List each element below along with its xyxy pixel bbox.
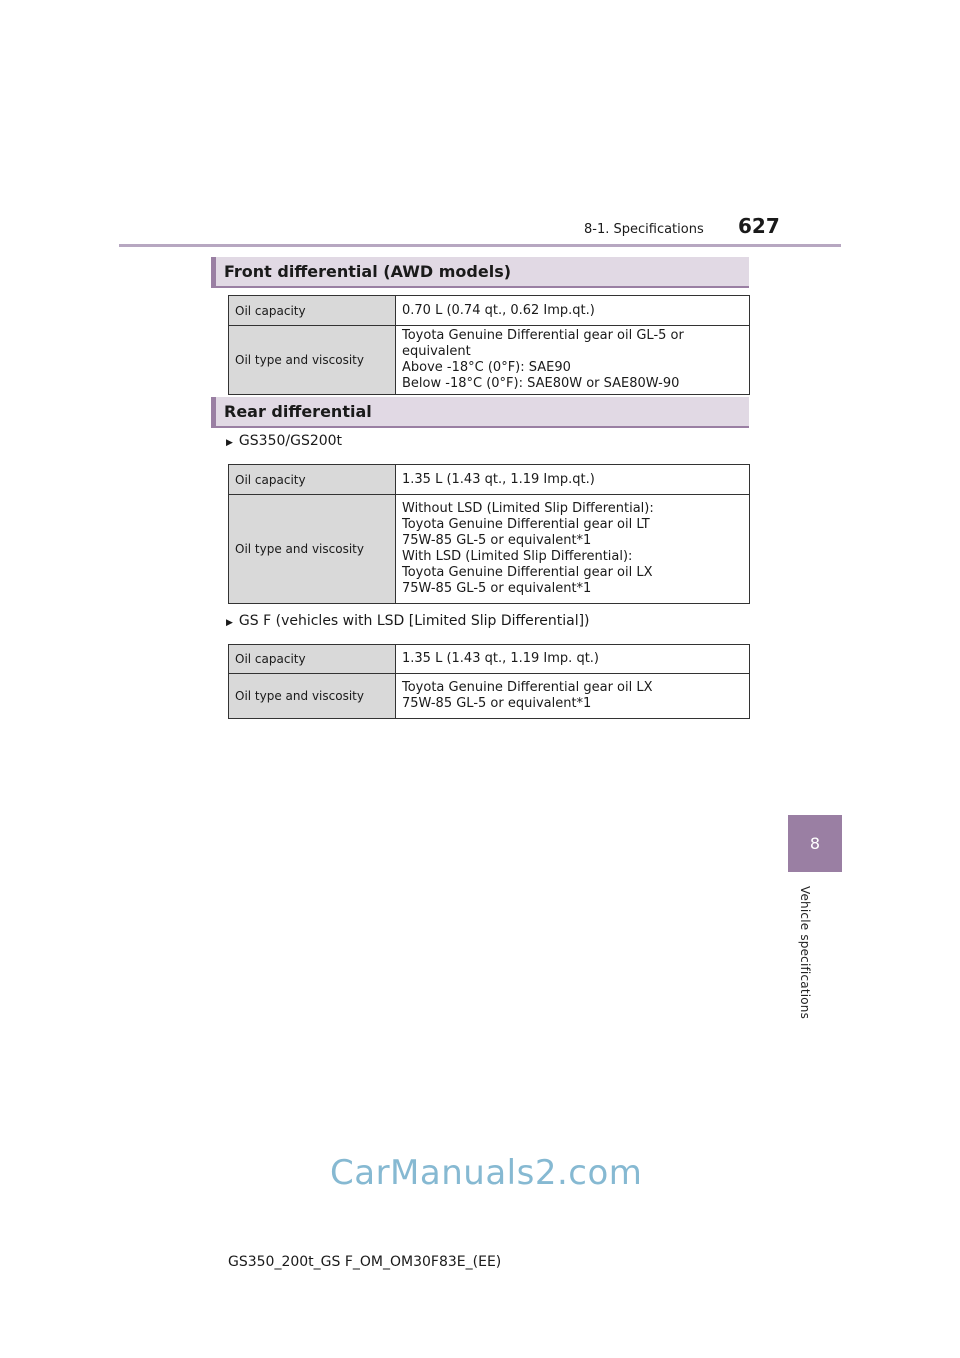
- row-value: 1.35 L (1.43 qt., 1.19 Imp. qt.): [396, 645, 750, 674]
- table-row: [229, 495, 750, 604]
- bullet-gs350-gs200t: ▶ GS350/GS200t: [226, 433, 343, 449]
- chapter-number: 8: [809, 834, 821, 853]
- section-heading-front-differential: Front differential (AWD models): [211, 257, 749, 288]
- watermark: CarManuals2.com: [330, 1153, 643, 1193]
- row-key: Oil capacity: [229, 296, 396, 326]
- row-value: Toyota Genuine Differential gear oil GL-5 or equivalent Above -18°C (0°F): SAE90 Below -18°C (0°F): SAE80W or SAE80W-90: [396, 326, 750, 395]
- document-id-footer: GS350_200t_GS F_OM_OM30F83E_(EE): [228, 1254, 502, 1270]
- row-value: 1.35 L (1.43 qt., 1.19 Imp.qt.): [396, 465, 750, 495]
- section-heading-rear-differential: Rear differential: [211, 397, 749, 428]
- table-row: [229, 326, 750, 395]
- header-divider: [119, 244, 841, 247]
- bullet-gs-f: ▶ GS F (vehicles with LSD [Limited Slip Differential]): [226, 613, 590, 629]
- rear-differential-table-gsf: [228, 644, 750, 719]
- table-row: [229, 674, 750, 719]
- triangle-bullet-icon: ▶: [226, 438, 233, 448]
- row-key: Oil capacity: [229, 465, 396, 495]
- row-key: Oil capacity: [229, 645, 396, 674]
- front-differential-table: [228, 295, 750, 395]
- row-value: 0.70 L (0.74 qt., 0.62 Imp.qt.): [396, 296, 750, 326]
- triangle-bullet-icon: ▶: [226, 618, 233, 628]
- rear-differential-table-gs350: [228, 464, 750, 604]
- row-value: Without LSD (Limited Slip Differential): Toyota Genuine Differential gear oil LT 75W-85 GL-5 or equivalent*1 With LSD (Limited Slip Differential): Toyota Genuine Differential gear oil LX 75W-85 GL-5 or equivalent*1: [396, 495, 750, 604]
- table-row: [229, 296, 750, 326]
- chapter-tab[interactable]: [788, 815, 842, 872]
- row-key: Oil type and viscosity: [229, 674, 396, 719]
- row-key: Oil type and viscosity: [229, 495, 396, 604]
- row-value: Toyota Genuine Differential gear oil LX 75W-85 GL-5 or equivalent*1: [396, 674, 750, 719]
- section-title: 8-1. Specifications: [584, 222, 704, 237]
- table-row: [229, 465, 750, 495]
- page-number: 627: [738, 214, 780, 238]
- chapter-label: Vehicle specifications: [798, 886, 812, 1020]
- row-key: Oil type and viscosity: [229, 326, 396, 395]
- table-row: [229, 645, 750, 674]
